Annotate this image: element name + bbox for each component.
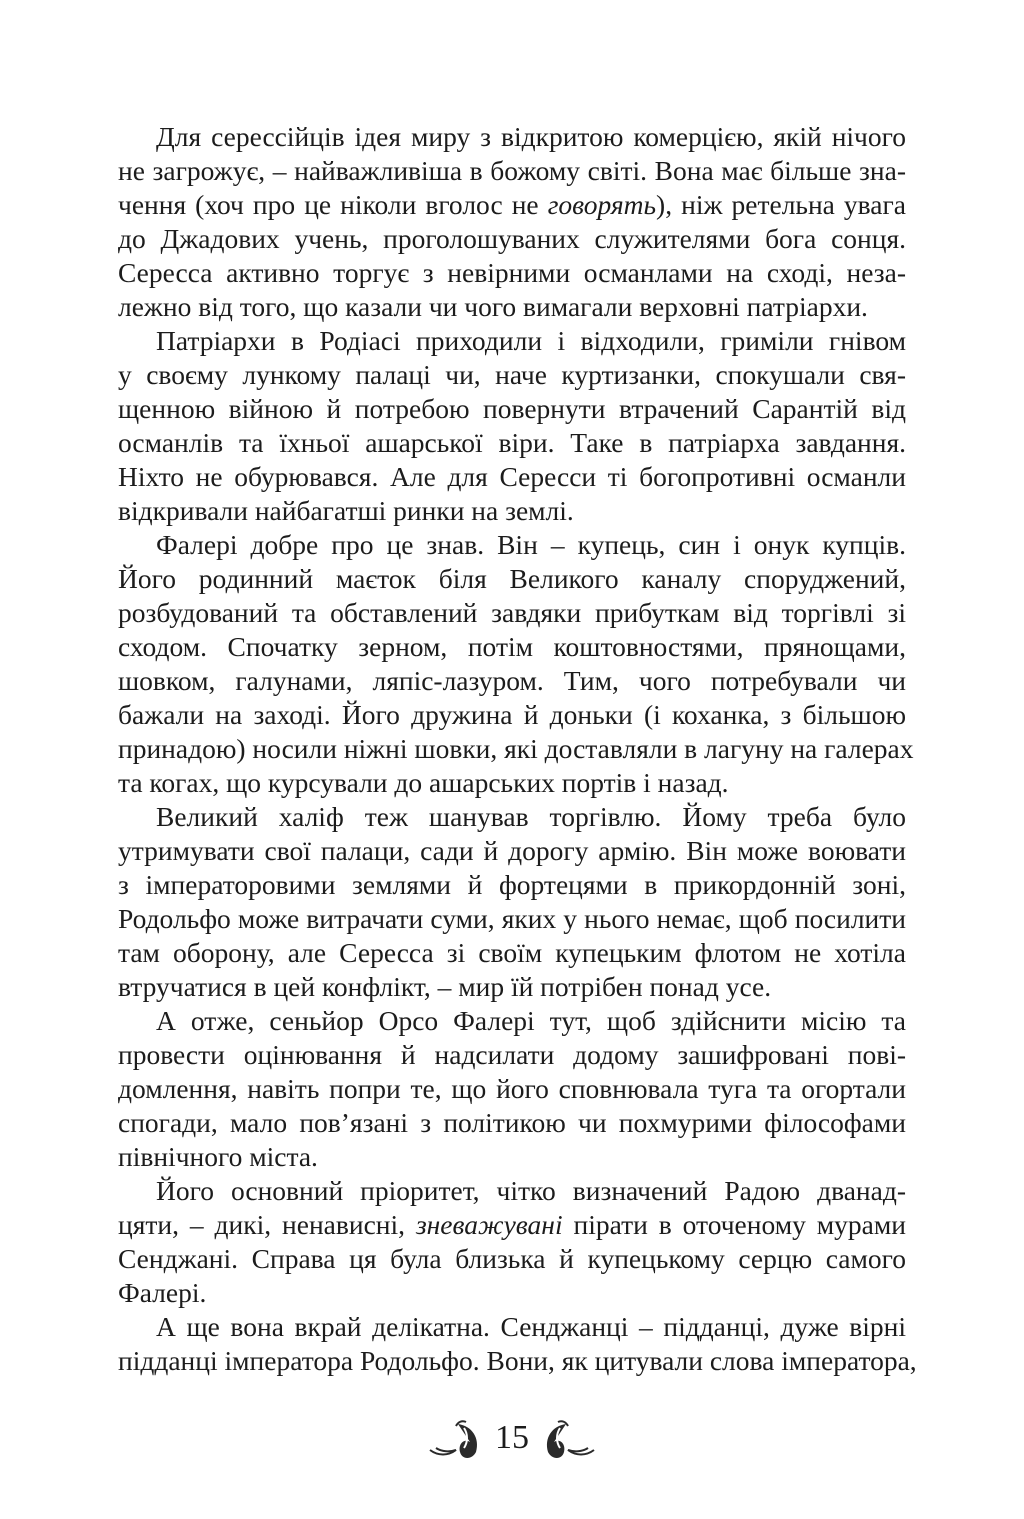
text-line: домлення, навіть попри те, що його сповнювала туга та огортали <box>118 1073 906 1104</box>
text-line: А отже, сеньйор Орсо Фалері тут, щоб здійснити місію та <box>156 1005 906 1036</box>
text-line: сходом. Спочатку зерном, потім коштовностями, прянощами, <box>118 631 906 662</box>
text-line: принадою) носили ніжні шовки, які доставляли в лагуну на галерах <box>118 733 914 764</box>
text-line: та когах, що курсували до ашарських портів і назад. <box>118 767 729 798</box>
text-line: Сересса активно торгує з невірними османлами на сході, неза- <box>118 257 906 288</box>
text-segment: цяти, – дикі, ненависні, <box>118 1209 416 1240</box>
text-line: Сенджані. Справа ця була близька й купецькому серцю самого <box>118 1243 906 1274</box>
text-segment: ), ніж ретельна увага <box>656 189 906 220</box>
emphasis: говорять <box>547 189 657 220</box>
page-number: 15 <box>495 1419 529 1456</box>
ornament-left-icon <box>428 1414 488 1464</box>
text-line: бажали на заході. Його дружина й доньки (і коханка, з більшою <box>118 699 906 730</box>
text-line: провести оцінювання й надсилати додому зашифровані пові- <box>118 1039 906 1070</box>
text-line: османлів та їхньої ашарської віри. Таке в патріарха завдання. <box>118 427 906 458</box>
text-line: щенною війною й потребою повернути втрачений Сарантій від <box>118 393 906 424</box>
text-segment: чення (хоч про це ніколи вголос не <box>118 189 548 220</box>
text-line: Ніхто не обурювався. Але для Сересси ті богопротивні османли <box>118 461 906 492</box>
text-line: утримувати свої палаци, сади й дорогу армію. Він може воювати <box>118 835 906 866</box>
emphasis: зневажувані <box>415 1209 563 1240</box>
text-line: у своєму лункому палаці чи, наче куртизанки, спокушали свя- <box>118 359 906 390</box>
text-line: Його родинний маєток біля Великого каналу споруджений, <box>118 563 906 594</box>
page-footer <box>0 1410 1024 1470</box>
text-line: лежно від того, що казали чи чого вимагали верховні патріархи. <box>118 291 868 322</box>
text-segment: пірати в оточеному мурами <box>562 1209 906 1240</box>
body-text <box>118 120 917 1378</box>
text-line: шовком, галунами, ляпіс-лазуром. Тим, чого потребували чи <box>118 665 906 696</box>
text-line <box>118 188 906 222</box>
text-line: відкривали найбагатші ринки на землі. <box>118 495 574 526</box>
text-line: до Джадових учень, проголошуваних служителями бога сонця. <box>118 223 906 254</box>
text-line: Патріархи в Родіасі приходили і відходили, гриміли гнівом <box>156 325 906 356</box>
text-line: розбудований та обставлений завдяки прибуткам від торгівлі зі <box>118 597 906 628</box>
text-line: спогади, мало пов’язані з політикою чи похмурими філософами <box>118 1107 906 1138</box>
text-line: Фалері. <box>118 1277 207 1308</box>
text-line: Його основний пріоритет, чітко визначений Радою дванад- <box>156 1175 906 1206</box>
text-line: Великий халіф теж шанував торгівлю. Йому треба було <box>156 801 906 832</box>
text-line: не загрожує, – найважливіша в божому світі. Вона має більше зна- <box>118 155 906 186</box>
text-line: Родольфо може витрачати суми, яких у нього немає, щоб посилити <box>118 903 906 934</box>
text-line <box>118 1208 906 1242</box>
text-line: втручатися в цей конфлікт, – мир їй потрібен понад усе. <box>118 971 772 1002</box>
ornament-right-icon <box>536 1414 596 1464</box>
text-line: Для сересcійців ідея миру з відкритою комерцією, якій нічого <box>156 121 906 152</box>
text-line: підданці імператора Родольфо. Вони, як цитували слова імператора, <box>118 1345 917 1376</box>
text-line: там оборону, але Сересса зі своїм купецьким флотом не хотіла <box>118 937 906 968</box>
text-line: північного міста. <box>118 1141 318 1172</box>
text-line: А ще вона вкрай делікатна. Сенджанці – підданці, дуже вірні <box>156 1311 906 1342</box>
text-line: Фалері добре про це знав. Він – купець, син і онук купців. <box>156 529 906 560</box>
text-line: з імператоровими землями й фортецями в прикордонній зоні, <box>118 869 906 900</box>
